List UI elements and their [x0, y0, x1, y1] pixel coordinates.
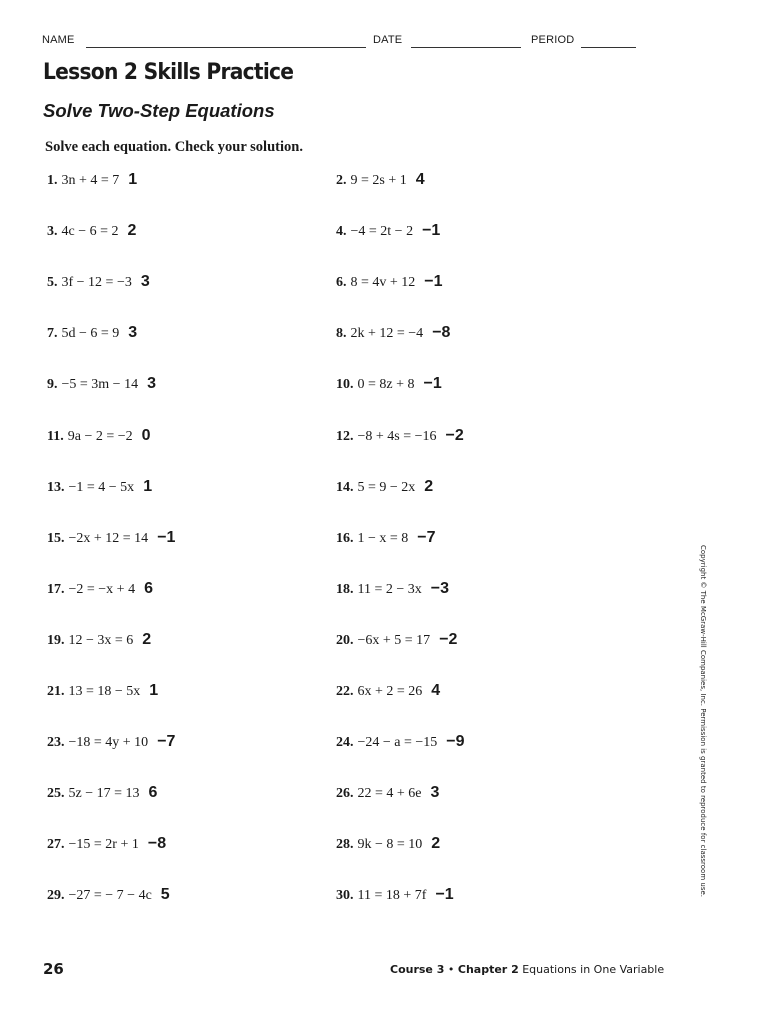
problem-number: 3. [47, 224, 58, 239]
problem-30 [336, 885, 454, 905]
problem-answer: 6 [148, 784, 158, 801]
problem-equation: 3f − 12 = −3 [61, 275, 132, 290]
problem-number: 7. [47, 326, 58, 341]
problem-answer: −1 [435, 886, 454, 903]
problem-answer: 3 [430, 784, 440, 801]
problem-8 [336, 323, 450, 343]
problem-number: 19. [47, 633, 65, 648]
problem-15 [47, 528, 175, 548]
problem-answer: −7 [157, 733, 176, 750]
problem-number: 30. [336, 888, 354, 903]
problem-7 [47, 323, 137, 343]
problem-answer: 1 [128, 171, 138, 188]
problem-number: 15. [47, 531, 65, 546]
problem-equation: −2 = −x + 4 [68, 582, 136, 597]
problem-equation: −6x + 5 = 17 [357, 633, 431, 648]
problem-number: 25. [47, 786, 65, 801]
problem-answer: −2 [445, 427, 464, 444]
period-label: PERIOD [531, 34, 575, 46]
problem-equation: −2x + 12 = 14 [68, 531, 149, 546]
problem-number: 22. [336, 684, 354, 699]
problem-equation: 5 = 9 − 2x [357, 480, 416, 495]
problem-answer: −1 [424, 273, 443, 290]
problem-answer: 1 [143, 478, 153, 495]
problem-13 [47, 477, 152, 497]
page-number: 26 [43, 960, 64, 978]
problem-number: 16. [336, 531, 354, 546]
problem-equation: 5d − 6 = 9 [61, 326, 120, 341]
problem-answer: −1 [157, 529, 176, 546]
problem-number: 12. [336, 429, 354, 444]
problem-equation: −27 = − 7 − 4c [68, 888, 152, 903]
problem-answer: 6 [144, 580, 153, 597]
problem-answer: 5 [160, 886, 170, 903]
problem-answer: −1 [423, 375, 442, 392]
problem-equation: −8 + 4s = −16 [357, 429, 437, 444]
name-field-line[interactable] [86, 47, 366, 48]
problem-equation: 12 − 3x = 6 [68, 633, 134, 648]
problem-number: 17. [47, 582, 65, 597]
chapter-title: Equations in One Variable [522, 963, 665, 976]
problem-answer: 2 [424, 478, 434, 495]
problem-number: 24. [336, 735, 354, 750]
problem-24 [336, 732, 465, 752]
problem-number: 10. [336, 377, 354, 392]
problem-9 [47, 374, 156, 394]
problem-6 [336, 272, 443, 292]
problem-number: 2. [336, 173, 347, 188]
problem-2 [336, 170, 425, 190]
problem-answer: 1 [149, 682, 159, 699]
problem-answer: −1 [422, 222, 441, 239]
lesson-subtitle: Solve Two-Step Equations [43, 100, 275, 121]
problem-number: 20. [336, 633, 354, 648]
problem-number: 9. [47, 377, 58, 392]
problem-3 [47, 221, 136, 241]
problem-equation: 1 − x = 8 [357, 531, 409, 546]
problem-equation: −24 − a = −15 [357, 735, 438, 750]
problem-14 [336, 477, 433, 497]
problem-equation: 13 = 18 − 5x [68, 684, 141, 699]
footer-course-info [390, 963, 664, 976]
problem-4 [336, 221, 440, 241]
problem-equation: 11 = 18 + 7f [357, 888, 427, 903]
problem-number: 29. [47, 888, 65, 903]
problem-20 [336, 630, 457, 650]
problem-26 [336, 783, 439, 803]
period-field-line[interactable] [581, 47, 636, 48]
problem-17 [47, 579, 153, 599]
problem-number: 6. [336, 275, 347, 290]
date-field-line[interactable] [411, 47, 521, 48]
problem-27 [47, 834, 166, 854]
problem-answer: 3 [147, 375, 156, 392]
problem-equation: 4c − 6 = 2 [61, 224, 119, 239]
problem-number: 11. [47, 429, 64, 444]
problem-equation: 3n + 4 = 7 [61, 173, 120, 188]
chapter-label: Chapter 2 [457, 963, 519, 976]
problem-equation: 0 = 8z + 8 [357, 377, 415, 392]
problem-5 [47, 272, 150, 292]
problem-19 [47, 630, 151, 650]
problem-answer: 3 [128, 324, 138, 341]
problem-equation: −15 = 2r + 1 [68, 837, 139, 852]
problem-answer: −9 [446, 733, 465, 750]
problem-16 [336, 528, 436, 548]
problem-answer: −8 [432, 324, 451, 341]
problem-equation: 11 = 2 − 3x [357, 582, 422, 597]
problem-11 [47, 426, 151, 446]
name-label: NAME [42, 34, 75, 46]
problem-equation: 9k − 8 = 10 [357, 837, 423, 852]
problem-1 [47, 170, 137, 190]
problem-number: 21. [47, 684, 65, 699]
problem-number: 14. [336, 480, 354, 495]
problem-answer: 4 [431, 682, 441, 699]
problem-answer: 2 [142, 631, 152, 648]
problem-29 [47, 885, 170, 905]
problem-equation: 9a − 2 = −2 [67, 429, 133, 444]
problem-number: 5. [47, 275, 58, 290]
problem-equation: 5z − 17 = 13 [68, 786, 140, 801]
problem-21 [47, 681, 158, 701]
problem-answer: 2 [431, 835, 441, 852]
problem-equation: 9 = 2s + 1 [350, 173, 407, 188]
problem-answer: 4 [415, 171, 425, 188]
problem-25 [47, 783, 157, 803]
problem-equation: 22 = 4 + 6e [357, 786, 422, 801]
course-label: Course 3 [390, 963, 445, 976]
problem-answer: 0 [141, 427, 151, 444]
problem-equation: −1 = 4 − 5x [68, 480, 135, 495]
problem-number: 23. [47, 735, 65, 750]
problem-number: 13. [47, 480, 65, 495]
problem-number: 26. [336, 786, 354, 801]
problem-equation: 8 = 4v + 12 [350, 275, 416, 290]
problem-22 [336, 681, 440, 701]
problem-answer: 3 [140, 273, 150, 290]
problem-equation: −4 = 2t − 2 [350, 224, 414, 239]
problem-number: 4. [336, 224, 347, 239]
problem-18 [336, 579, 449, 599]
problem-answer: −2 [439, 631, 458, 648]
problem-number: 18. [336, 582, 354, 597]
problem-23 [47, 732, 175, 752]
problem-number: 8. [336, 326, 347, 341]
problem-equation: −18 = 4y + 10 [68, 735, 149, 750]
problem-28 [336, 834, 440, 854]
problem-number: 1. [47, 173, 58, 188]
problem-answer: 2 [127, 222, 137, 239]
instructions: Solve each equation. Check your solution. [45, 139, 303, 155]
copyright-notice: Copyright © The McGraw-Hill Companies, Inc. Permission is granted to reproduce for classroom use. [699, 545, 707, 897]
lesson-title: Lesson 2 Skills Practice [43, 60, 294, 85]
problem-number: 28. [336, 837, 354, 852]
date-label: DATE [373, 34, 403, 46]
problem-12 [336, 426, 464, 446]
problem-10 [336, 374, 442, 394]
problem-answer: −8 [147, 835, 167, 852]
problem-answer: −3 [430, 580, 450, 597]
problem-equation: 2k + 12 = −4 [350, 326, 424, 341]
problem-answer: −7 [417, 529, 436, 546]
footer-bullet: • [447, 963, 455, 976]
problem-equation: 6x + 2 = 26 [357, 684, 423, 699]
problem-number: 27. [47, 837, 65, 852]
problem-equation: −5 = 3m − 14 [61, 377, 139, 392]
